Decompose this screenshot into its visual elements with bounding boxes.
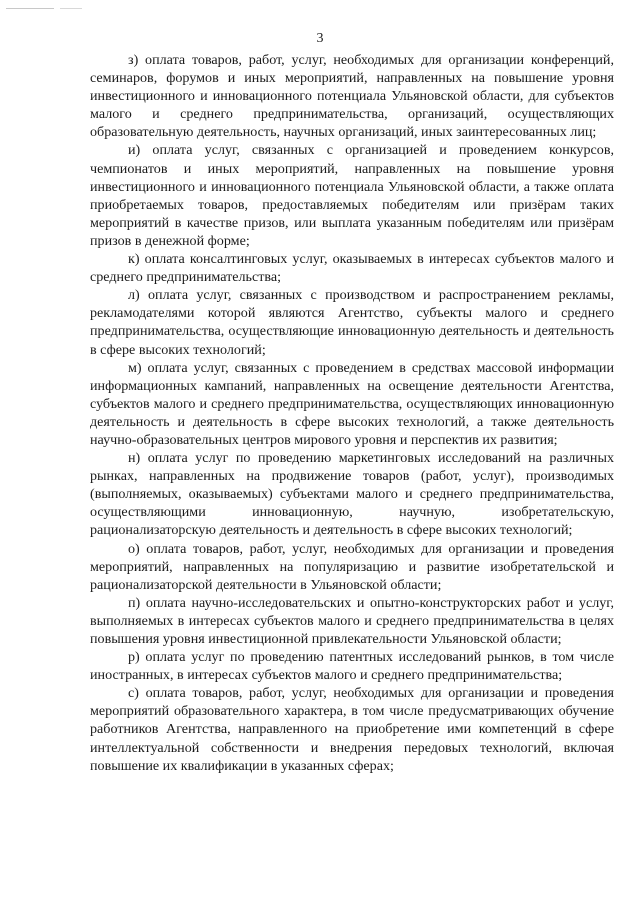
paragraph-k: к) оплата консалтинговых услуг, оказываемых в интересах субъектов малого и среднего предпринимательства;: [90, 251, 614, 286]
paragraph-m: м) оплата услуг, связанных с проведением в средствах массовой информации информационных кампаний, направленных на освещение деятельности Агентства, субъектов малого и среднего предпринимательства, осуществляющих инновационную деятельность и деятельность в сфере высоких технологий, а также деятельность научно-образовательных центров мирового уровня и перспектив их развития;: [90, 359, 614, 448]
paragraph-i: и) оплата услуг, связанных с организацией и проведением конкурсов, чемпионатов и иных мероприятий, направленных на повышение уровня инвестиционного и инновационного потенциала Ульяновской области, а также оплата приобретаемых товаров, предоставляемых победителям или призёрам таких мероприятий в качестве призов, или выплата указанным победителям или призёрам призов в денежной форме;: [90, 142, 614, 249]
page-number: 3: [316, 31, 324, 46]
paragraph-z: з) оплата товаров, работ, услуг, необходимых для организации конференций, семинаров, форумов и иных мероприятий, направленных на повышение уровня инвестиционного и инновационного потенциала Ульяновской области, для субъектов малого и среднего предпринимательства, организаций, осуществляющих образовательную деятельность, научных организаций, иных заинтересованных лиц;: [90, 52, 614, 141]
paragraph-r: р) оплата услуг по проведению патентных исследований рынков, в том числе иностранных, в интересах субъектов малого и среднего предпринимательства;: [90, 649, 614, 684]
paragraph-l: л) оплата услуг, связанных с производством и распространением рекламы, рекламодателями которой являются Агентство, субъекты малого и среднего предпринимательства, осуществляющие инновационную деятельность и деятельность в сфере высоких технологий;: [90, 287, 614, 358]
paragraph-s: с) оплата товаров, работ, услуг, необходимых для организации и проведения мероприятий образовательного характера, в том числе предусматривающих обучение работников Агентства, направленного на приобретение ими компетенций в сфере интеллектуальной собственности и внедрения передовых технологий, включая повышение их квалификации в указанных сферах;: [90, 685, 614, 774]
scan-artifact-line: [60, 8, 82, 9]
document-body: [90, 51, 614, 775]
scan-artifact-line: [6, 8, 54, 9]
paragraph-n: н) оплата услуг по проведению маркетинговых исследований на различных рынках, направленных на продвижение товаров (работ, услуг), производимых (выполняемых, оказываемых) субъектами малого и среднего предпринимательства, осуществляющими инновационную, научную, изобретательскую, рационализаторскую деятельность и деятельность в сфере высоких технологий;: [90, 450, 614, 539]
paragraph-p: п) оплата научно-исследовательских и опытно-конструкторских работ и услуг, выполняемых в интересах субъектов малого и среднего предпринимательства в целях повышения уровня инвестиционной привлекательности Ульяновской области;: [90, 594, 614, 647]
paragraph-o: о) оплата товаров, работ, услуг, необходимых для организации и проведения мероприятий, направленных на популяризацию и развитие изобретательской и рационализаторской деятельности в Ульяновской области;: [90, 540, 614, 593]
